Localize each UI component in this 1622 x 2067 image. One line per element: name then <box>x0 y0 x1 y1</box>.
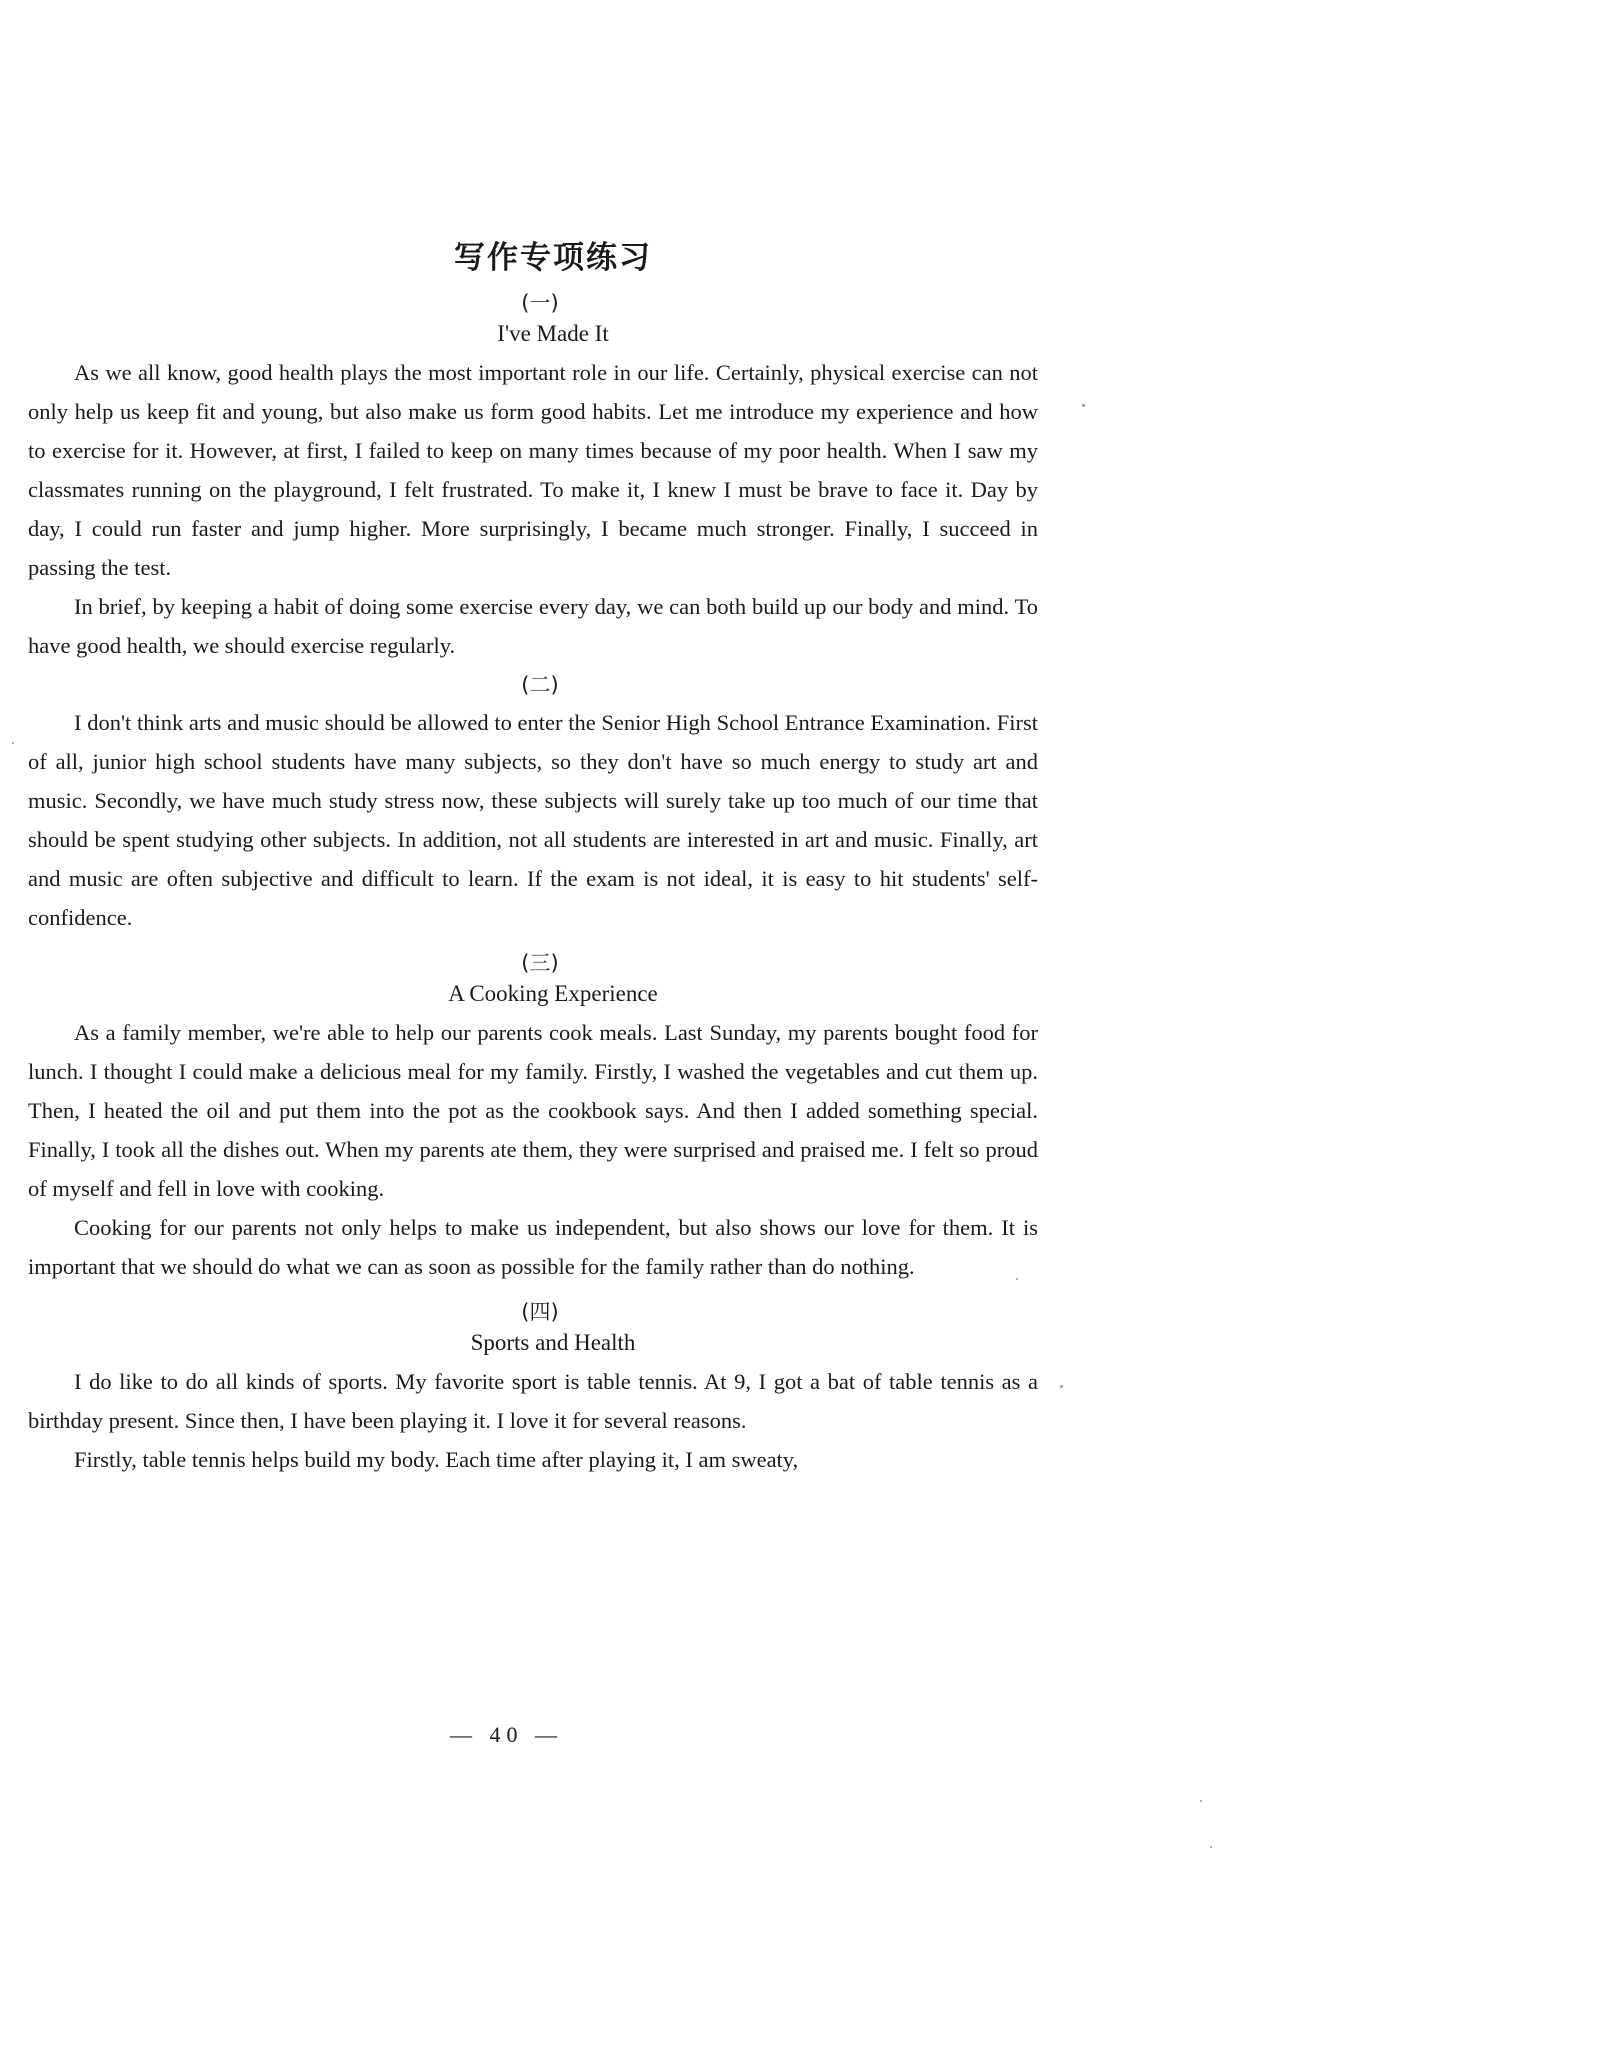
section-number: (四) <box>521 1300 559 1324</box>
essay-section-3 <box>28 947 1038 1286</box>
essay-section-4 <box>28 1296 1038 1479</box>
scan-speck <box>12 742 14 744</box>
page-title: 写作专项练习 <box>454 240 652 276</box>
section-number: (一) <box>521 291 559 315</box>
essay-title: I've Made It <box>497 321 609 346</box>
essay-paragraph: In brief, by keeping a habit of doing some exercise every day, we can both build up our body and mind. To have good health, we should exercise regularly. <box>28 594 1038 658</box>
essay-section-2 <box>28 669 1038 937</box>
scan-speck <box>1210 1846 1212 1848</box>
section-number: (三) <box>521 951 559 975</box>
essay-paragraph: As we all know, good health plays the most important role in our life. Certainly, physical exercise can not only help us keep fit and young, but also make us form good habits. Let me introduce my experience and how to exercise for it. However, at first, I failed to keep on many times because of my poor health. When I saw my classmates running on the playground, I felt frustrated. To make it, I knew I must be brave to face it. Day by day, I could run faster and jump higher. More surprisingly, I became much stronger. Finally, I succeed in passing the test. <box>28 360 1038 580</box>
essay-paragraph: As a family member, we're able to help our parents cook meals. Last Sunday, my parents bought food for lunch. I thought I could make a delicious meal for my family. Firstly, I washed the vegetables and cut them up. Then, I heated the oil and put them into the pot as the cookbook says. And then I added something special. Finally, I took all the dishes out. When my parents ate them, they were surprised and praised me. I felt so proud of myself and fell in love with cooking. <box>28 1020 1038 1201</box>
essay-paragraph: I do like to do all kinds of sports. My favorite sport is table tennis. At 9, I got a bat of table tennis as a birthday present. Since then, I have been playing it. I love it for several reasons. <box>28 1369 1038 1433</box>
scan-speck <box>1016 1278 1018 1280</box>
essay-section-1 <box>28 287 1038 665</box>
page-number: — 40 — <box>450 1722 563 1747</box>
essay-title: Sports and Health <box>470 1330 636 1355</box>
essay-paragraph: Firstly, table tennis helps build my body. Each time after playing it, I am sweaty, <box>74 1447 799 1472</box>
essay-paragraph: I don't think arts and music should be allowed to enter the Senior High School Entrance Examination. First of all, junior high school students have many subjects, so they don't have so much energy to study art and music. Secondly, we have much study stress now, these subjects will surely take up too much of our time that should be spent studying other subjects. In addition, not all students are interested in art and music. Finally, art and music are often subjective and difficult to learn. If the exam is not ideal, it is easy to hit students' self-confidence. <box>28 710 1038 930</box>
essay-paragraph: Cooking for our parents not only helps to make us independent, but also shows our love for them. It is important that we should do what we can as soon as possible for the family rather than do nothing. <box>28 1215 1038 1279</box>
essay-title: A Cooking Experience <box>448 981 658 1006</box>
section-number: (二) <box>521 673 559 697</box>
scan-speck <box>1060 1385 1063 1388</box>
document-body <box>28 232 1038 1479</box>
scan-speck <box>1200 1800 1202 1802</box>
scan-speck <box>1082 404 1085 407</box>
